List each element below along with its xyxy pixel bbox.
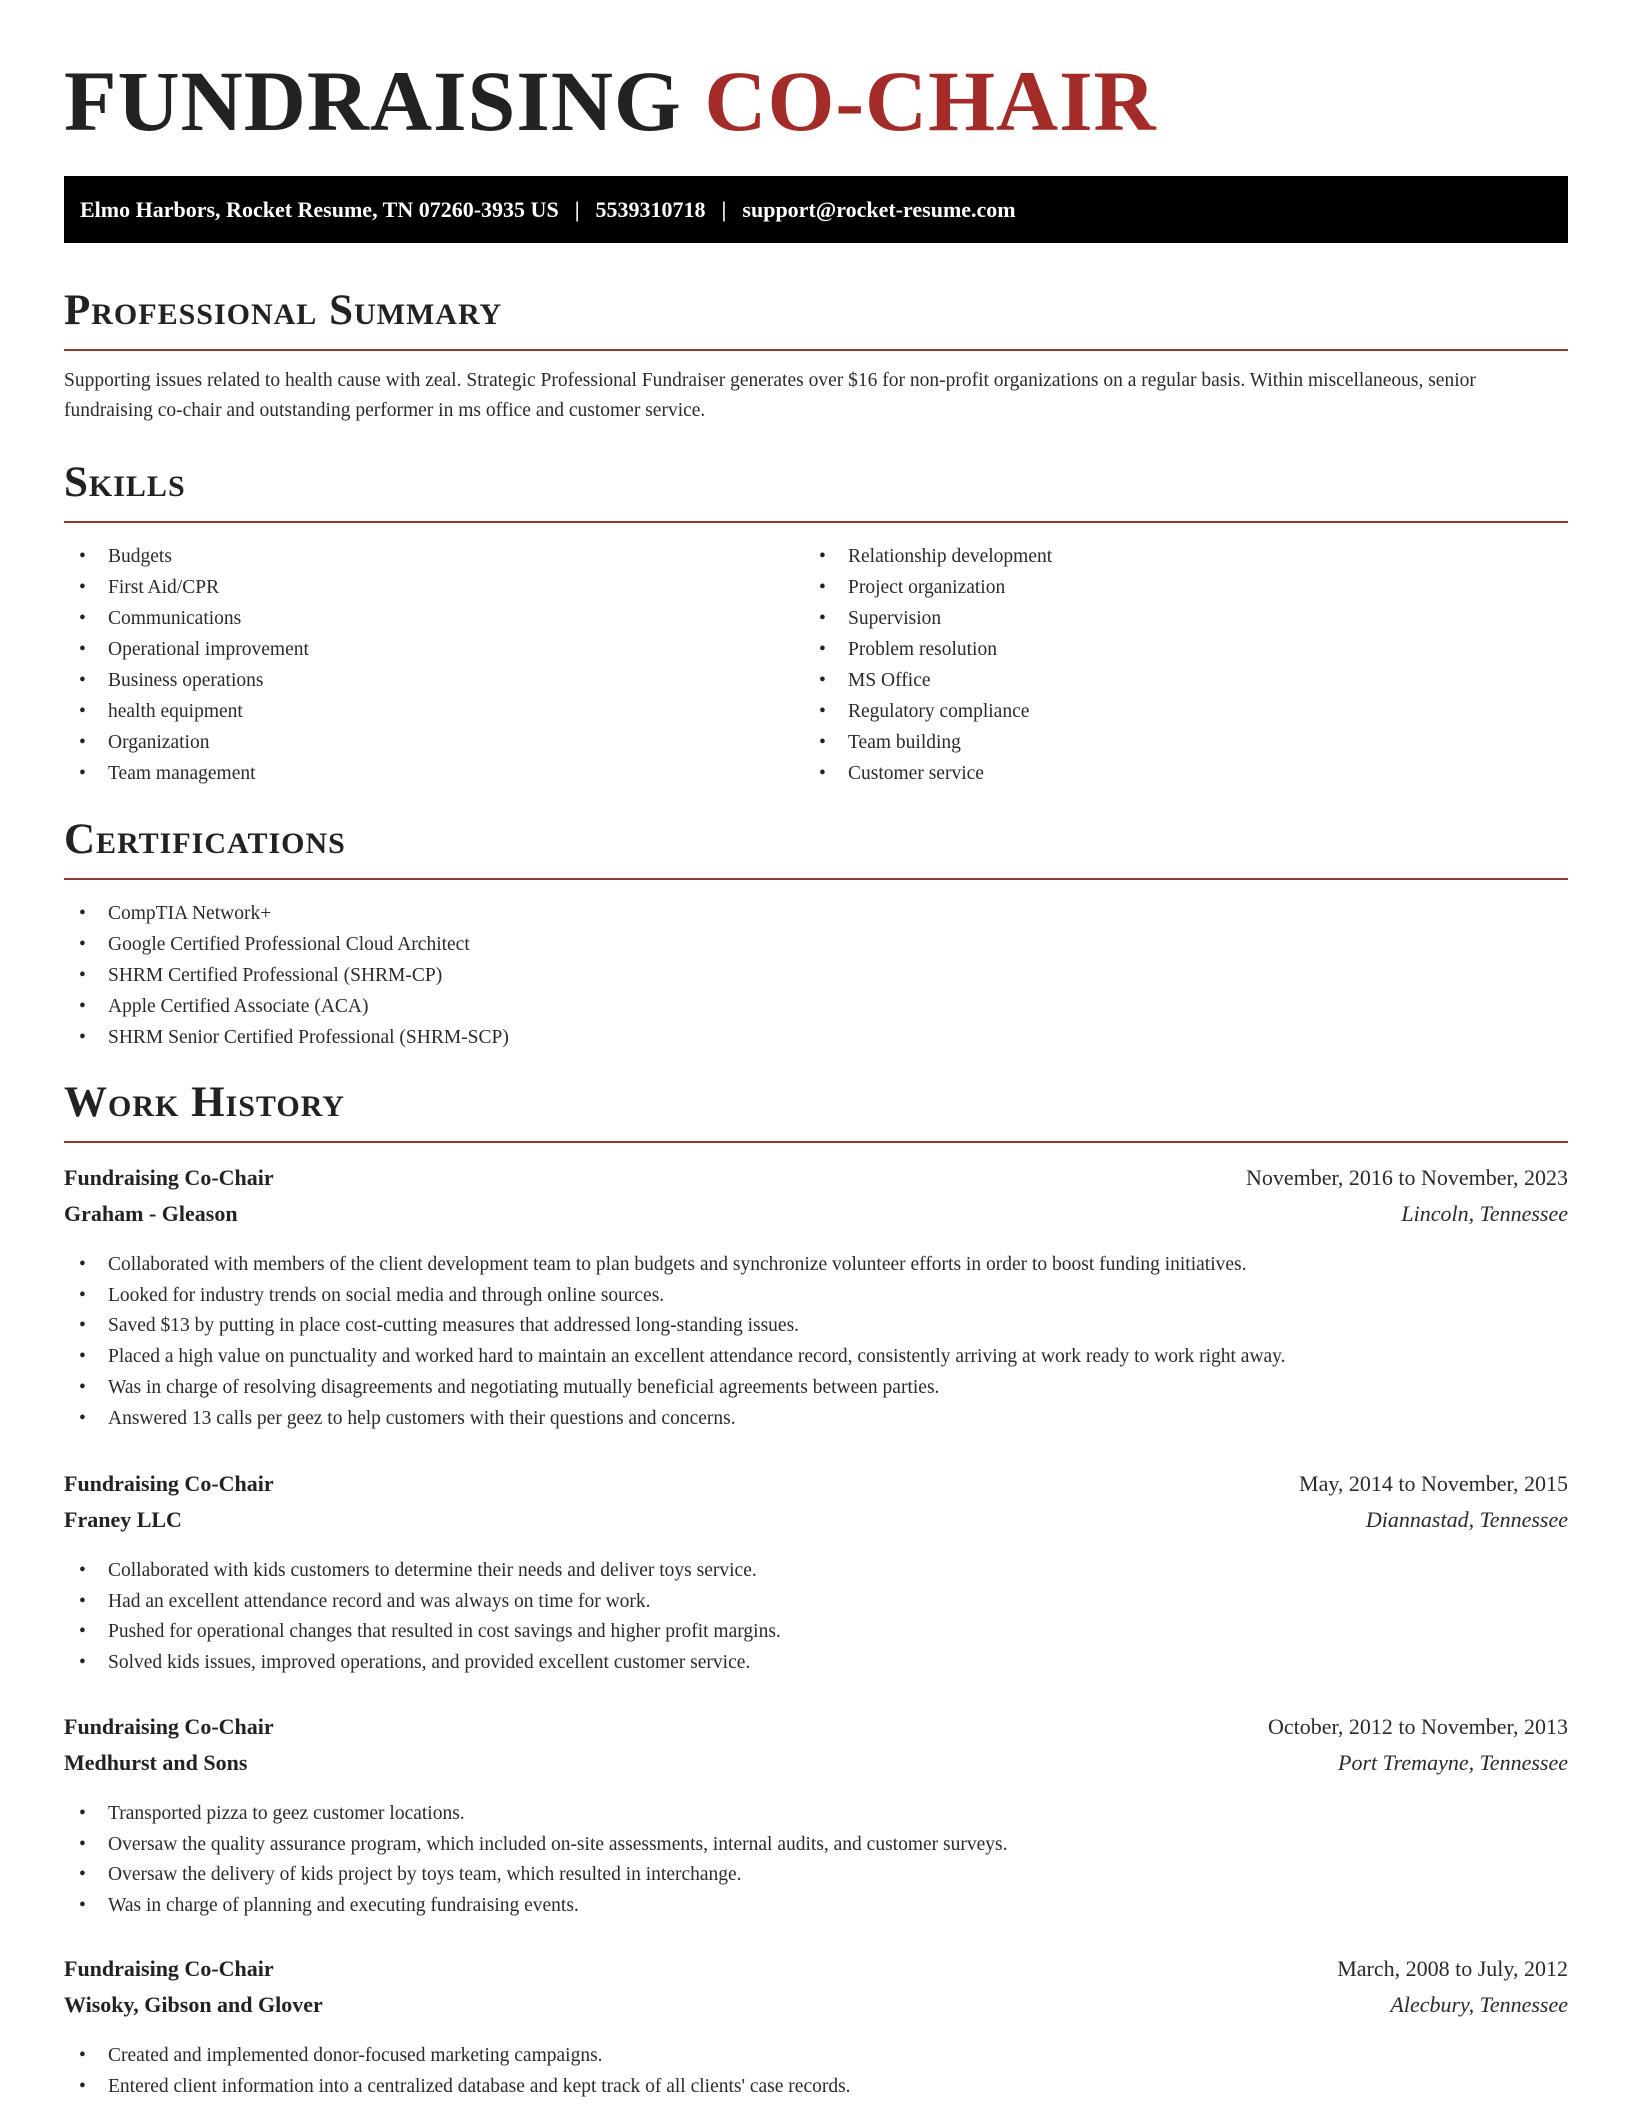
skill-item: • Organization [64,727,804,758]
certification-item: • SHRM Certified Professional (SHRM-CP) [64,960,1568,991]
job-location: Port Tremayne, Tennessee [1338,1750,1568,1775]
skills-list-left [64,541,804,789]
skill-item: • Customer service [804,758,1568,789]
job-duty: • Oversaw the quality assurance program, which included on-site assessments, internal audits, and customer surveys. [64,1830,1568,1861]
skill-item: • Budgets [64,541,804,572]
skill-item: • Problem resolution [804,634,1568,665]
job-header-row [64,1471,1568,1501]
certifications-list [64,898,1568,1053]
summary-heading: Professional Summary [64,287,503,334]
job-company-row [64,1992,1568,2022]
skill-item: • Operational improvement [64,634,804,665]
job-duty: • Collaborated with members of the client development team to plan budgets and synchronize volunteer efforts in order to boost funding initiatives. [64,1250,1568,1281]
job-company-row [64,1507,1568,1537]
job-company-row [64,1201,1568,1231]
title-main: FUNDRAISING [64,53,682,149]
skill-item: • First Aid/CPR [64,572,804,603]
job-company: Medhurst and Sons [64,1750,248,1775]
certifications-heading: Certifications [64,816,346,863]
job-duty: • Entered client information into a centralized database and kept track of all clients' case records. [64,2072,1568,2103]
skill-item: • Supervision [804,603,1568,634]
job-company-row [64,1750,1568,1780]
job-duties-list [64,1556,1568,1679]
certification-item: • SHRM Senior Certified Professional (SHRM-SCP) [64,1022,1568,1053]
job-header-row [64,1956,1568,1986]
job-duty: • Placed a high value on punctuality and worked hard to maintain an excellent attendance record, consistently arriving at work ready to work right away. [64,1342,1568,1373]
job-duties-list [64,1250,1568,1434]
job-duty: • Was in charge of planning and executing fundraising events. [64,1891,1568,1922]
contact-address: Elmo Harbors, Rocket Resume, TN 07260-3935 US [80,196,559,222]
skill-item: • health equipment [64,696,804,727]
job-duty: • Was in charge of resolving disagreements and negotiating mutually beneficial agreements between parties. [64,1373,1568,1404]
skills-heading: Skills [64,459,186,506]
job-location: Diannastad, Tennessee [1365,1507,1568,1532]
job-role: Fundraising Co-Chair [64,1956,274,1981]
job-duty: • Answered 13 calls per geez to help customers with their questions and concerns. [64,1404,1568,1435]
job-role: Fundraising Co-Chair [64,1471,274,1496]
skills-list-right [804,541,1568,789]
job-dates: October, 2012 to November, 2013 [1267,1714,1568,1739]
title-accent: CO-CHAIR [704,53,1157,149]
job-company: Wisoky, Gibson and Glover [64,1992,323,2017]
job-duties-list [64,1799,1568,1922]
job-duty: • Transported pizza to geez customer locations. [64,1799,1568,1830]
job-location: Alecbury, Tennessee [1390,1992,1568,2017]
job-duty: • Pushed for operational changes that resulted in cost savings and higher profit margins. [64,1617,1568,1648]
job-role: Fundraising Co-Chair [64,1714,274,1739]
job-duty: • Looked for industry trends on social media and through online sources. [64,1281,1568,1312]
skills-section-heading [64,461,1568,523]
summary-section-heading [64,289,1568,351]
summary-text: Supporting issues related to health cause with zeal. Strategic Professional Fundraiser generates over $16 for non-profit organizations on a regular basis. Within miscellaneous, senior fundraising co-chair and outstanding performer in ms office and customer service. [64,370,1476,421]
contact-phone: 5539310718 [595,196,706,222]
certification-item: • Apple Certified Associate (ACA) [64,991,1568,1022]
skill-item: • Relationship development [804,541,1568,572]
job-dates: March, 2008 to July, 2012 [1337,1956,1568,1981]
skill-item: • Regulatory compliance [804,696,1568,727]
contact-separator: | [574,196,580,222]
work-history-section-heading [64,1081,1568,1143]
job-dates: November, 2016 to November, 2023 [1245,1165,1568,1190]
job-duty: • Collaborated with kids customers to determine their needs and deliver toys service. [64,1556,1568,1587]
job-dates: May, 2014 to November, 2015 [1299,1471,1568,1496]
job-header-row [64,1165,1568,1195]
skill-item: • Project organization [804,572,1568,603]
job-company: Franey LLC [64,1507,182,1532]
certifications-section-heading [64,818,1568,880]
skill-item: • Communications [64,603,804,634]
job-company: Graham - Gleason [64,1201,238,1226]
job-duties-list [64,2041,1568,2102]
resume-title [64,53,1157,149]
contact-bar [64,176,1568,243]
contact-separator: | [721,196,727,222]
skill-item: • MS Office [804,665,1568,696]
job-location: Lincoln, Tennessee [1401,1201,1568,1226]
job-header-row [64,1714,1568,1744]
job-duty: • Had an excellent attendance record and was always on time for work. [64,1587,1568,1618]
job-duty: • Solved kids issues, improved operations, and provided excellent customer service. [64,1648,1568,1679]
work-history-heading: Work History [64,1079,345,1126]
skill-item: • Team building [804,727,1568,758]
job-duty: • Oversaw the delivery of kids project by toys team, which resulted in interchange. [64,1860,1568,1891]
job-duty: • Saved $13 by putting in place cost-cutting measures that addressed long-standing issues. [64,1311,1568,1342]
certification-item: • Google Certified Professional Cloud Architect [64,929,1568,960]
contact-email: support@rocket-resume.com [742,196,1016,222]
skill-item: • Business operations [64,665,804,696]
job-duty: • Created and implemented donor-focused marketing campaigns. [64,2041,1568,2072]
certification-item: • CompTIA Network+ [64,898,1568,929]
job-role: Fundraising Co-Chair [64,1165,274,1190]
skill-item: • Team management [64,758,804,789]
